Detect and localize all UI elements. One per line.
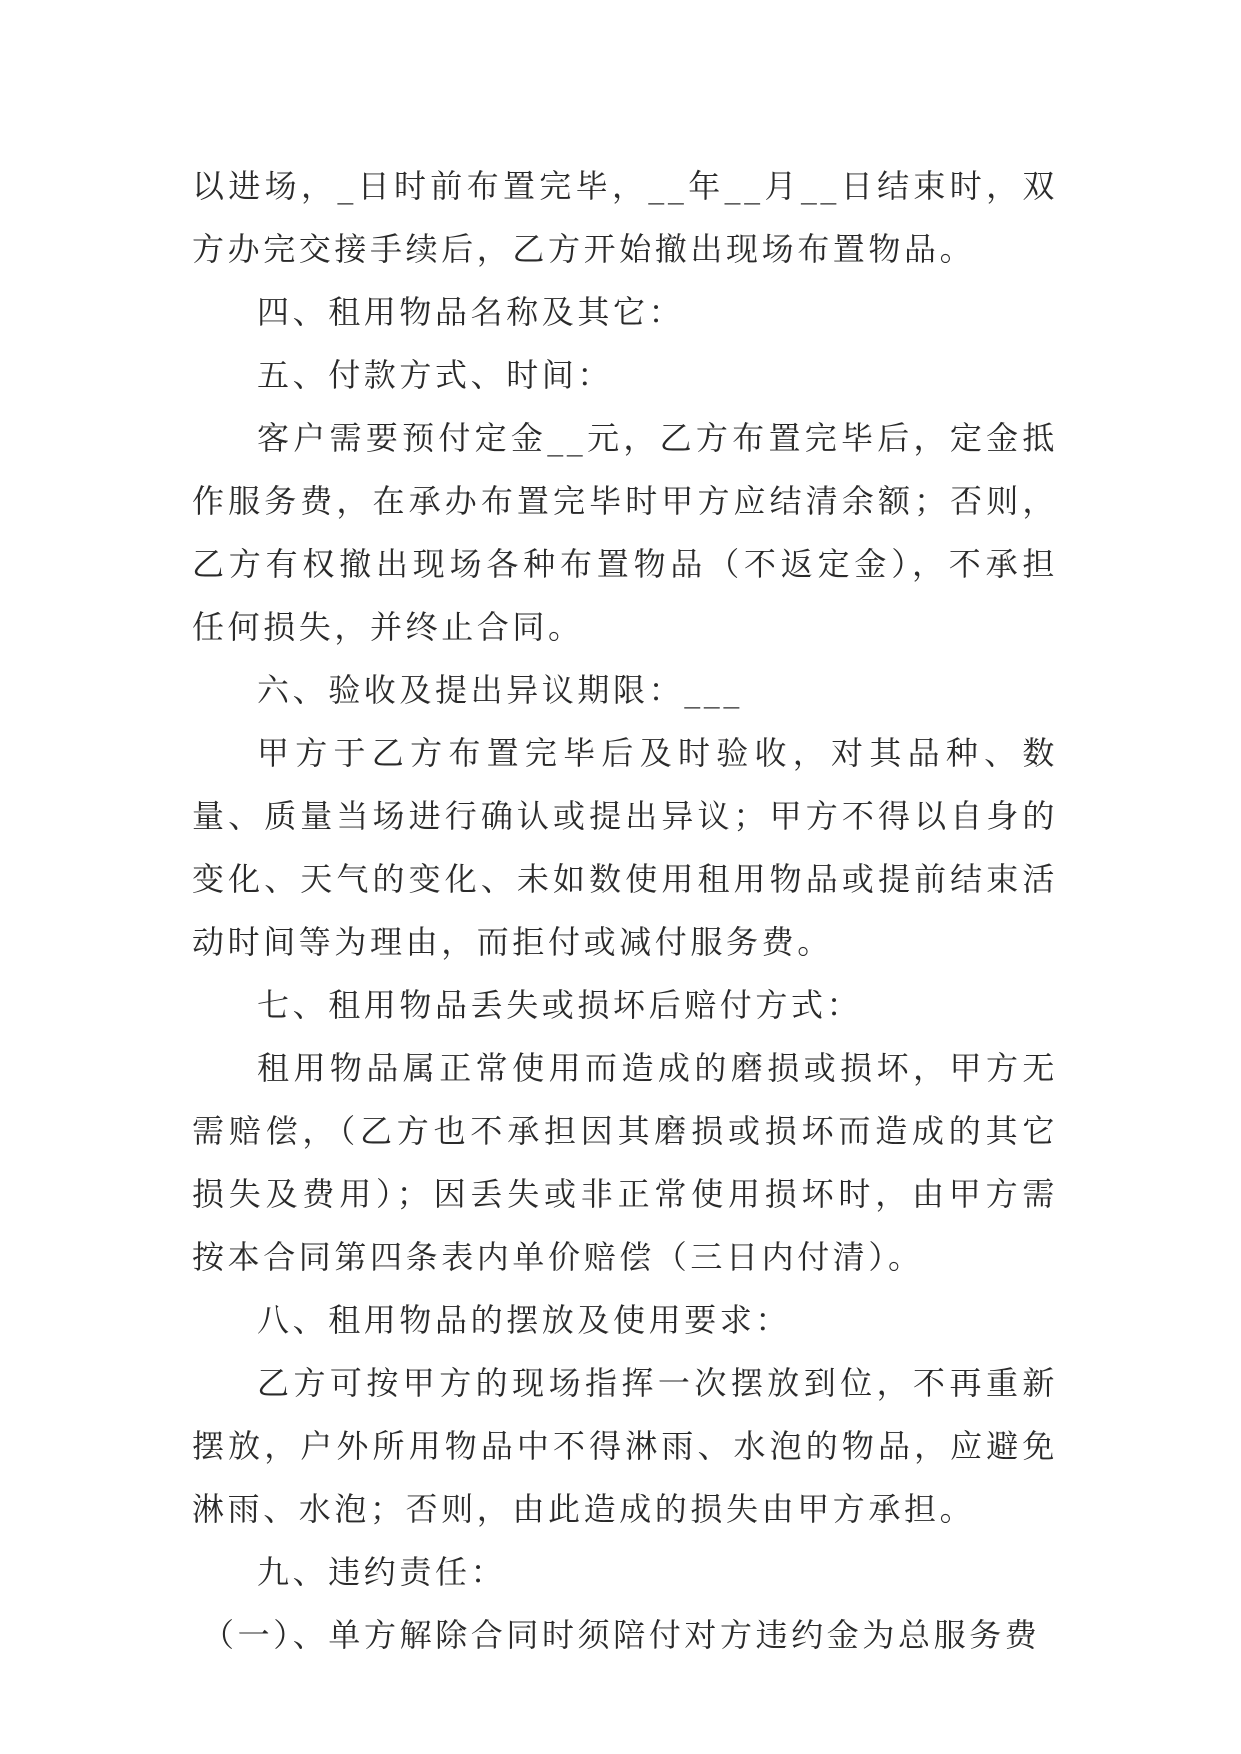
paragraph-setup-completion: 以进场，_日时前布置完毕，__年__月__日结束时，双方办完交接手续后，乙方开始撤出现场布置物品。	[192, 167, 1058, 268]
heading-rented-items: 四、租用物品名称及其它：	[257, 293, 685, 331]
paragraph-breach-clause-one: （一）、单方解除合同时须陪付对方违约金为总服务费	[202, 1616, 1041, 1654]
heading-placement-usage: 八、租用物品的摆放及使用要求：	[257, 1301, 792, 1339]
heading-payment-method: 五、付款方式、时间：	[257, 356, 614, 394]
heading-breach-liability: 九、违约责任：	[257, 1553, 507, 1591]
paragraph-placement-terms: 乙方可按甲方的现场指挥一次摆放到位，不再重新摆放，户外所用物品中不得淋雨、水泡的物品，应避免淋雨、水泡；否则，由此造成的损失由甲方承担。	[192, 1364, 1058, 1528]
document-body	[192, 155, 1058, 1667]
paragraph-acceptance-terms: 甲方于乙方布置完毕后及时验收，对其品种、数量、质量当场进行确认或提出异议；甲方不得以自身的变化、天气的变化、未如数使用租用物品或提前结束活动时间等为理由，而拒付或减付服务费。	[192, 734, 1058, 961]
paragraph-loss-damage-terms: 租用物品属正常使用而造成的磨损或损坏，甲方无需赔偿，（乙方也不承担因其磨损或损坏而造成的其它损失及费用）；因丢失或非正常使用损坏时，由甲方需按本合同第四条表内单价赔偿（三日内付清）。	[192, 1049, 1058, 1276]
heading-acceptance-objection: 六、验收及提出异议期限：___	[257, 671, 744, 709]
paragraph-deposit-terms: 客户需要预付定金__元，乙方布置完毕后，定金抵作服务费，在承办布置完毕时甲方应结清余额；否则，乙方有权撤出现场各种布置物品（不返定金），不承担任何损失，并终止合同。	[192, 419, 1058, 646]
heading-loss-damage: 七、租用物品丢失或损坏后赔付方式：	[257, 986, 863, 1024]
